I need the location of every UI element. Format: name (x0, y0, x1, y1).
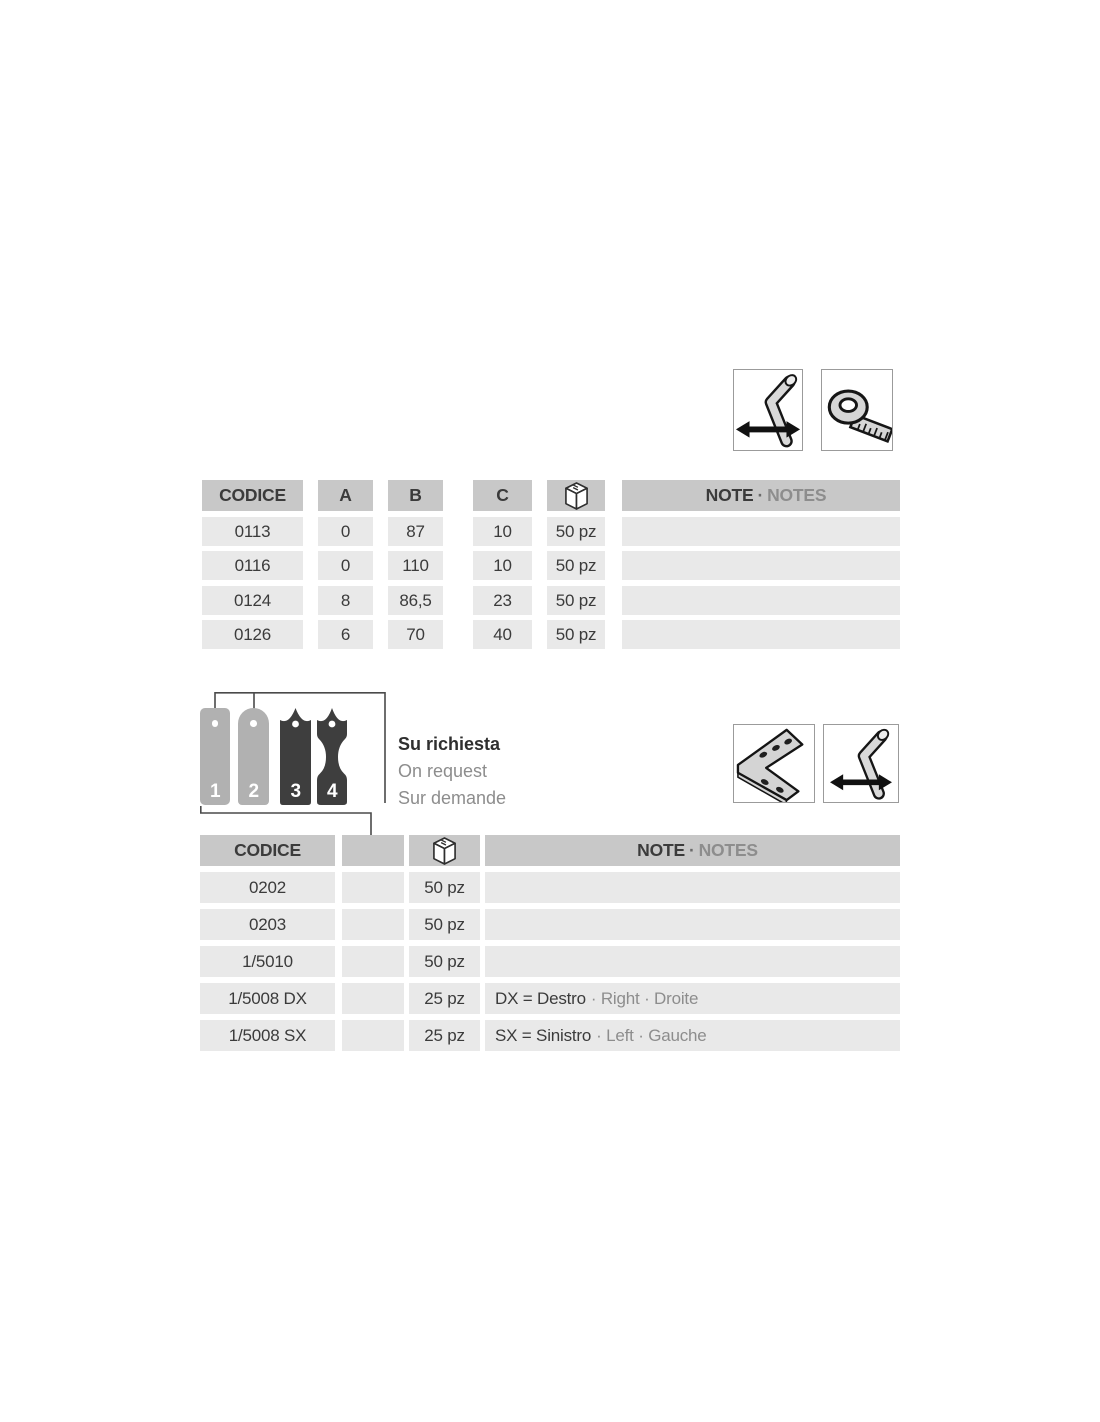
cell-codice: 1/5008 DX (200, 983, 335, 1014)
shape-number: 2 (248, 781, 259, 802)
cell-codice: 0124 (202, 586, 303, 615)
table-row (200, 983, 900, 1014)
cell-shape-ref (342, 1020, 404, 1051)
note-separator: · (757, 485, 764, 505)
table1-header-note (622, 480, 900, 511)
table1-header-codice: CODICE (202, 480, 303, 511)
table2-header-row (200, 835, 900, 866)
cell-b: 110 (388, 551, 443, 580)
note-label: NOTE (705, 485, 754, 505)
cell-note (485, 1020, 900, 1051)
cell-codice: 0202 (200, 872, 335, 903)
table-row (200, 946, 900, 977)
cell-package-qty: 25 pz (409, 983, 480, 1014)
icon-box-hex-key (733, 369, 803, 451)
cell-note (485, 872, 900, 903)
cell-shape-ref (342, 872, 404, 903)
cell-codice: 1/5010 (200, 946, 335, 977)
table-row (202, 620, 900, 649)
cell-b: 87 (388, 517, 443, 546)
cell-codice: 0113 (202, 517, 303, 546)
table-row (200, 909, 900, 940)
table-row (202, 551, 900, 580)
cell-shape-ref (342, 983, 404, 1014)
pin-hole (212, 720, 219, 727)
icon-box-mitre-corner (733, 724, 815, 803)
cell-codice: 0116 (202, 551, 303, 580)
note-separator: · (688, 840, 695, 860)
note-text: DX = Destro (495, 989, 586, 1008)
table2-header-package (409, 835, 480, 866)
note-text-secondary: · Left · Gauche (596, 1026, 707, 1045)
cell-note (485, 909, 900, 940)
mitre-corner-icon (734, 725, 814, 802)
cell-codice: 0126 (202, 620, 303, 649)
cell-b: 70 (388, 620, 443, 649)
cell-shape-ref (342, 909, 404, 940)
icon-box-measuring-tape (821, 369, 893, 451)
cell-codice: 0203 (200, 909, 335, 940)
cell-package-qty: 50 pz (409, 946, 480, 977)
shape-number: 4 (326, 781, 338, 802)
cell-c: 23 (473, 586, 532, 615)
cell-note (485, 946, 900, 977)
table2-header-shape-ref (342, 835, 404, 866)
cell-package-qty: 25 pz (409, 1020, 480, 1051)
shape-number: 3 (290, 781, 301, 802)
cell-c: 40 (473, 620, 532, 649)
shape-number: 1 (209, 781, 221, 802)
cell-package-qty: 50 pz (547, 620, 605, 649)
cell-package-qty: 50 pz (547, 551, 605, 580)
table1-header-b: B (388, 480, 443, 511)
table1-header-package (547, 480, 605, 511)
cell-package-qty: 50 pz (409, 909, 480, 940)
table2-header-note (485, 835, 900, 866)
on-request-caption (398, 731, 506, 812)
table-row (200, 1020, 900, 1051)
cell-note (485, 983, 900, 1014)
table-row (202, 586, 900, 615)
notes-label: NOTES (767, 485, 827, 505)
cell-a: 8 (318, 586, 373, 615)
cell-note (622, 551, 900, 580)
cell-shape-ref (342, 946, 404, 977)
cell-a: 0 (318, 517, 373, 546)
pin-hole (250, 720, 257, 727)
table1-header-a: A (318, 480, 373, 511)
table-row (200, 872, 900, 903)
cell-b: 86,5 (388, 586, 443, 615)
hex-key-adjust-icon (734, 370, 802, 450)
table-row (202, 517, 900, 546)
cell-note (622, 586, 900, 615)
cell-c: 10 (473, 517, 532, 546)
cell-package-qty: 50 pz (409, 872, 480, 903)
caption-italian: Su richiesta (398, 734, 501, 754)
note-text: SX = Sinistro (495, 1026, 592, 1045)
icon-box-hex-key (823, 724, 899, 803)
cell-a: 6 (318, 620, 373, 649)
blade-shape-3 (280, 708, 311, 805)
note-label: NOTE (637, 840, 685, 860)
caption-english: On request (398, 761, 488, 781)
blade-shape-2 (238, 708, 269, 805)
cell-package-qty: 50 pz (547, 586, 605, 615)
package-icon (564, 481, 589, 510)
cell-c: 10 (473, 551, 532, 580)
caption-french: Sur demande (398, 788, 507, 808)
table1-header-c: C (473, 480, 532, 511)
cell-package-qty: 50 pz (547, 517, 605, 546)
cell-a: 0 (318, 551, 373, 580)
package-icon (432, 836, 457, 865)
cell-note (622, 517, 900, 546)
notes-label: NOTES (698, 840, 758, 860)
measuring-tape-icon (822, 370, 892, 450)
blade-shape-1 (200, 708, 230, 805)
table2-header-codice: CODICE (200, 835, 335, 866)
table1-header-row (202, 480, 900, 511)
cell-codice: 1/5008 SX (200, 1020, 335, 1051)
cell-note (622, 620, 900, 649)
blade-shape-4 (317, 708, 347, 805)
hex-key-adjust-icon (824, 725, 898, 802)
note-text-secondary: · Right · Droite (590, 989, 699, 1008)
